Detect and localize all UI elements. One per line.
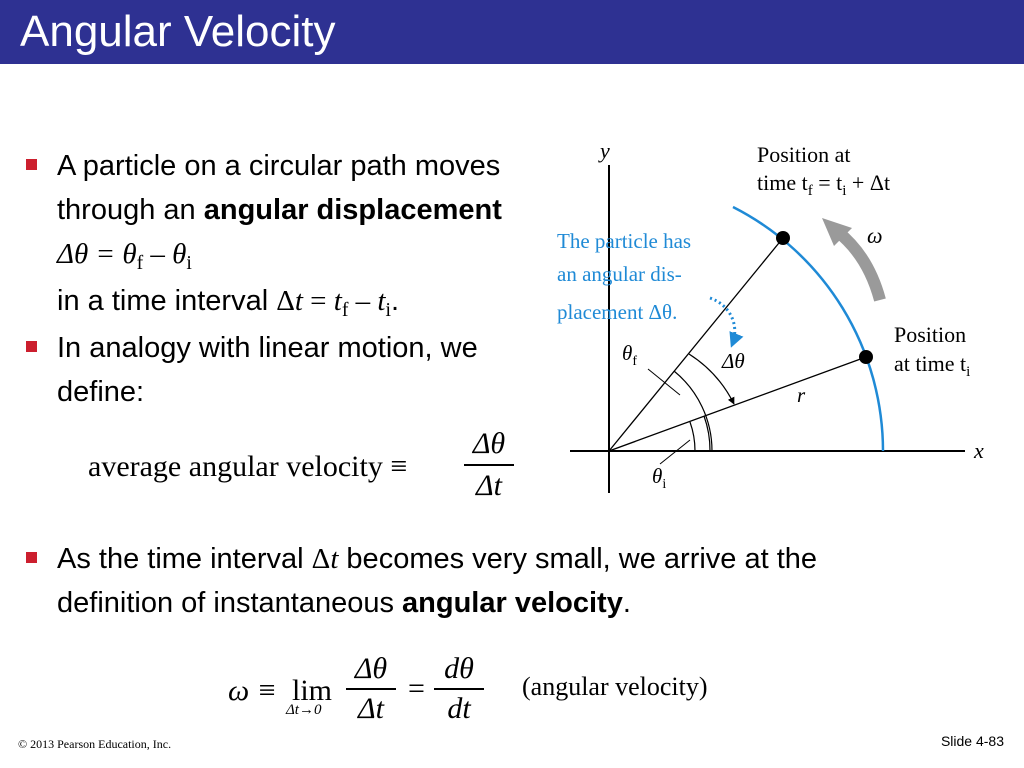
- bullet-1-delta: Δ: [276, 285, 295, 317]
- pos-f-line-2: time $t_f = t_i + \Delta t$: [757, 170, 891, 199]
- eq2-lim-sub: Δt→0: [286, 702, 322, 718]
- theta-f-label: $\theta_f$: [622, 341, 637, 369]
- pos-i-line-1: Position: [894, 322, 967, 347]
- theta-f-leader: [648, 369, 680, 395]
- bullet-1-bold: angular displacement: [203, 194, 502, 226]
- copyright: © 2013 Pearson Education, Inc.: [18, 737, 172, 751]
- bullet-1-text: A particle on a circular path moves through an: [57, 150, 501, 226]
- bullet-1-sub-f2: f: [341, 298, 349, 321]
- x-axis-label: x: [974, 438, 984, 463]
- circular-path: [733, 207, 883, 451]
- theta-f-arc: [674, 371, 712, 451]
- blue-note-line-3: placement Δθ.: [557, 300, 678, 324]
- bullet-3-text-2: becomes very small, we arrive at the definition of instantaneous: [57, 543, 818, 619]
- eq1-label: average angular velocity ≡: [88, 450, 408, 483]
- eq1-numerator: Δθ: [472, 427, 506, 460]
- slide-title: Angular Velocity: [20, 7, 336, 56]
- bullet-1-minus2: –: [348, 285, 378, 317]
- bullet-1-text-2: in a time interval: [57, 285, 277, 317]
- bullet-1-t2: t: [333, 285, 342, 317]
- bullet-3-delta: Δ: [311, 543, 331, 575]
- bullet-1-equals: =: [302, 285, 334, 317]
- bullet-1-t: t: [294, 285, 303, 317]
- eq2-num-1: Δθ: [354, 652, 388, 685]
- blue-note-line-2: an angular dis-: [557, 262, 682, 286]
- particle-final-position: [776, 231, 790, 245]
- bullet-2-text: In analogy with linear motion, we define:: [57, 332, 478, 408]
- eq2-den-2: dt: [447, 692, 471, 725]
- bullet-3-period: .: [622, 587, 631, 619]
- eq2-equals: =: [408, 672, 425, 705]
- eq2-num-2: dθ: [444, 652, 474, 685]
- theta-i-arc-2: [704, 416, 710, 451]
- y-axis-label: y: [600, 138, 610, 163]
- bullet-1-sub-i2: i: [385, 298, 391, 321]
- eq2-lim: lim: [292, 674, 333, 707]
- pos-i-line-2: at time $t_i$: [894, 351, 971, 380]
- blue-pointer-arrow: [710, 298, 735, 345]
- bullet-1-t3: t: [377, 285, 386, 317]
- bullet-1-sub-i: i: [186, 251, 192, 274]
- particle-initial-position: [859, 350, 873, 364]
- theta-i-arc: [690, 422, 695, 451]
- delta-theta-label: Δθ: [722, 349, 745, 373]
- blue-note-line-1: The particle has: [557, 229, 692, 253]
- bullet-3-text: As the time interval: [57, 543, 312, 575]
- bullet-1-math-delta-theta: Δθ = θ: [57, 238, 137, 270]
- eq2-omega: ω ≡: [228, 674, 277, 707]
- eq2-note: (angular velocity): [522, 672, 708, 701]
- bullet-1-sub-f: f: [136, 251, 144, 274]
- omega-label: ω: [867, 223, 883, 248]
- pos-f-line-1: Position at: [757, 142, 851, 167]
- bullet-3-bold: angular velocity: [402, 587, 623, 619]
- theta-i-label: $\theta_i$: [652, 464, 667, 492]
- radius-label: r: [797, 383, 806, 407]
- bullet-1-period: .: [390, 285, 400, 317]
- bullet-1-math-minus-theta: – θ: [143, 238, 187, 270]
- eq1-denominator: Δt: [476, 469, 502, 502]
- eq2-den-1: Δt: [358, 692, 384, 725]
- slide-number: Slide 4-83: [940, 733, 1004, 749]
- bullet-3-t: t: [330, 543, 339, 575]
